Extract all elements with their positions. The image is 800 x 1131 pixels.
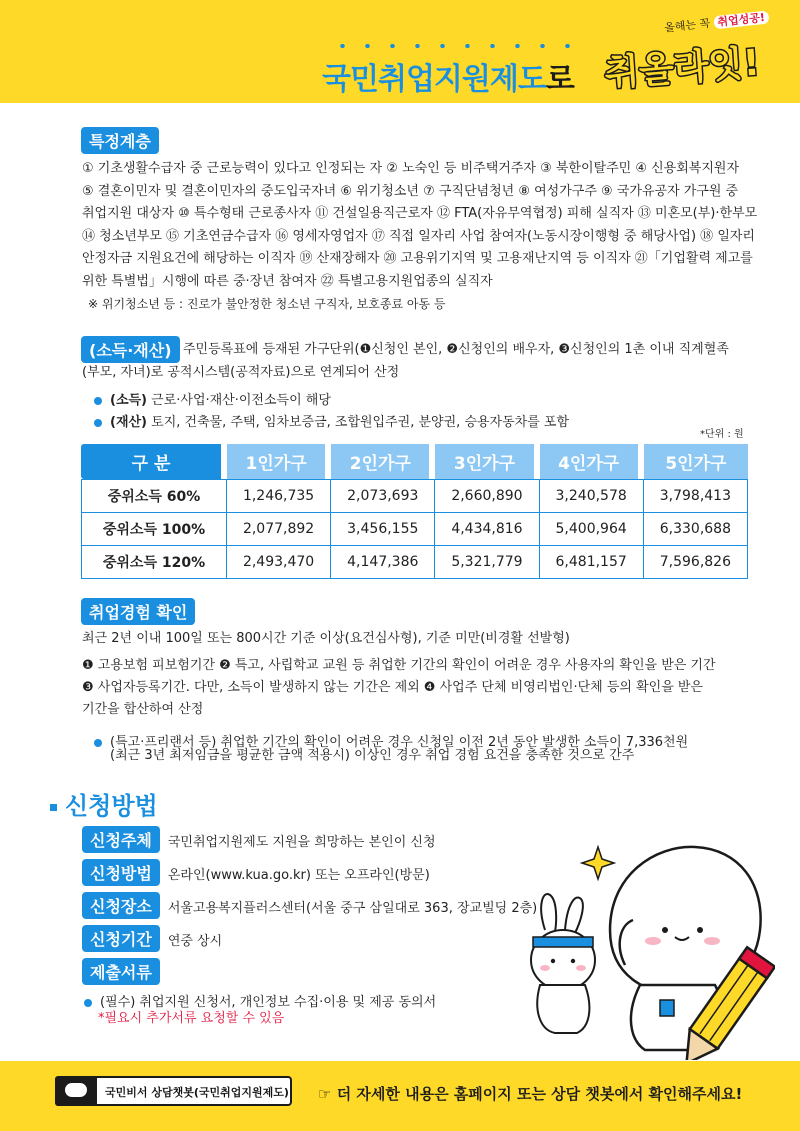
- bullet-dot: [84, 999, 92, 1007]
- table-cell: 4,434,816: [435, 513, 539, 546]
- chatbot-button[interactable]: [55, 1076, 292, 1106]
- footer-message: [318, 1083, 742, 1104]
- apply-heading: [50, 786, 158, 821]
- table-cell: 1,246,735: [227, 479, 331, 513]
- apply-text: 서울고용복지플러스센터(서울 중구 삼일대로 363, 장교빌딩 2층): [167, 901, 538, 916]
- bullet-dot: [94, 739, 102, 747]
- table-cell: 6,481,157: [540, 546, 644, 579]
- experience-tag: 취업경험 확인: [81, 598, 195, 625]
- bullet-dot: [94, 397, 102, 405]
- apply-row: [82, 925, 222, 952]
- docs-note: *필요시 추가서류 요청할 수 있음: [98, 1011, 285, 1026]
- table-cell: 6,330,688: [644, 513, 748, 546]
- table-header: 4인가구: [540, 444, 644, 479]
- table-row-label: 중위소득 100%: [81, 513, 227, 546]
- apply-tag: 신청방법: [82, 859, 160, 886]
- chat-bubble-icon: [55, 1076, 97, 1106]
- experience-line: ❶ 고용보험 피보험기간 ❷ 특고, 사립학교 교원 등 취업한 기간의 확인이 어려운 경우 사용자의 확인을 받은 기간: [82, 658, 716, 673]
- title-main: 국민취업지원제도: [322, 62, 546, 97]
- table-cell: 5,400,964: [540, 513, 644, 546]
- logo-small-text: 올해는 꼭: [663, 16, 711, 35]
- pointing-hand-icon: ☞: [318, 1085, 332, 1103]
- experience-section: [81, 598, 195, 625]
- special-group-line: ① 기초생활수급자 중 근로능력이 있다고 인정되는 자 ② 노숙인 등 비주택거주자 ③ 북한이탈주민 ④ 신용회복지원자: [82, 161, 740, 176]
- income-bullet: [94, 389, 331, 408]
- badge-icon: [660, 1000, 674, 1016]
- mascot-illustration: [515, 835, 775, 1060]
- apply-heading-text: 신청방법: [65, 792, 158, 820]
- experience-line: 최근 2년 이내 100일 또는 800시간 기준 이상(요건심사형), 기준 미만(비경활 선발형): [82, 631, 570, 646]
- table-row-label: 중위소득 120%: [81, 546, 227, 579]
- table-header: 2인가구: [331, 444, 435, 479]
- apply-text: 온라인(www.kua.go.kr) 또는 오프라인(방문): [167, 868, 430, 883]
- income-desc-line2: (부모, 자녀)로 공적시스템(공적자료)으로 연계되어 산정: [82, 365, 400, 380]
- table-row: [81, 479, 748, 513]
- docs-text: (필수) 취업지원 신청서, 개인정보 수집·이용 및 제공 동의서: [100, 995, 437, 1010]
- bullet-text: 근로·사업·재산·이전소득이 해당: [147, 393, 331, 408]
- page-title: [322, 54, 574, 98]
- special-group-list: [82, 158, 757, 293]
- experience-bullet-cont: (최근 3년 최저임금을 평균한 금액 적용시) 이상인 경우 취업 경험 요건을 충족한 것으로 간주: [110, 748, 635, 763]
- table-header: 3인가구: [435, 444, 539, 479]
- special-group-tag: 특정계층: [81, 127, 159, 154]
- apply-row: [82, 859, 430, 886]
- table-cell: 3,798,413: [644, 479, 748, 513]
- property-bullet: [94, 411, 569, 430]
- experience-line: ❸ 사업자등록기간. 다만, 소득이 발생하지 않는 기간은 제외 ❹ 사업주 단체 비영리법인·단체 등의 확인을 받은: [82, 680, 703, 695]
- experience-line: 기간을 합산하여 산정: [82, 702, 204, 717]
- logo-tagline: [663, 9, 769, 36]
- special-group-line: 취업지원 대상자 ⑩ 특수형태 근로종사자 ⑪ 건설일용직근로자 ⑫ FTA(자유무역협정) 피해 실직자 ⑬ 미혼모(부)·한부모: [82, 206, 758, 221]
- table-header: 5인가구: [644, 444, 748, 479]
- headband-icon: [533, 937, 593, 947]
- table-header: 1인가구: [227, 444, 331, 479]
- table-row: [81, 513, 748, 546]
- special-group-line: ⑭ 청소년부모 ⑮ 기초연금수급자 ⑯ 영세자영업자 ⑰ 직접 일자리 사업 참여자(노동시장이행형 중 해당사업) ⑱ 일자리: [82, 228, 755, 244]
- bullet-dot: [94, 419, 102, 427]
- apply-row: [82, 826, 436, 853]
- special-group-line: 안정자금 지원요건에 해당하는 이직자 ⑲ 산재장해자 ⑳ 고용위기지역 및 고용재난지역 등 이직자 ㉑「기업활력 제고를: [82, 251, 753, 266]
- table-cell: 7,596,826: [644, 546, 748, 579]
- table-row: [81, 546, 748, 579]
- special-group-note: ※ 위기청소년 등 : 진로가 불안정한 청소년 구직자, 보호종료 아동 등: [88, 297, 446, 311]
- bullet-bold: (재산): [110, 415, 147, 430]
- income-desc-line1: 주민등록표에 등재된 가구단위(❶신청인 본인, ❷신청인의 배우자, ❸신청인의 1촌 이내 직계혈족: [183, 342, 729, 357]
- apply-row: [82, 892, 537, 919]
- income-section: [81, 336, 180, 363]
- docs-row: [82, 958, 168, 985]
- sparkle-icon: [582, 847, 614, 879]
- table-header-row: [81, 444, 748, 479]
- table-cell: 2,073,693: [331, 479, 435, 513]
- income-tag: (소득·재산): [81, 336, 180, 363]
- table-cell: 4,147,386: [331, 546, 435, 579]
- campaign-logo: [600, 12, 770, 98]
- decorative-dots: [330, 44, 575, 48]
- logo-main-text: 취올라잇!: [602, 42, 761, 95]
- special-group-section: [81, 127, 159, 154]
- table-row-label: 중위소득 60%: [81, 479, 227, 513]
- header-banner: [0, 0, 800, 103]
- table-cell: 3,240,578: [540, 479, 644, 513]
- table-cell: 2,493,470: [227, 546, 331, 579]
- table-cell: 3,456,155: [331, 513, 435, 546]
- table-cell: 2,660,890: [435, 479, 539, 513]
- chatbot-label: 국민비서 상담챗봇(국민취업지원제도): [105, 1086, 289, 1099]
- unit-note: *단위 : 원: [700, 429, 744, 440]
- table-cell: 2,077,892: [227, 513, 331, 546]
- special-group-line: 위한 특별법」시행에 따른 중·장년 참여자 ㉒ 특별고용지원업종의 실직자: [82, 273, 493, 289]
- table-header: 구 분: [81, 444, 227, 479]
- footer-message-text: 더 자세한 내용은 홈페이지 또는 상담 챗봇에서 확인해주세요!: [336, 1085, 743, 1103]
- square-bullet-icon: [50, 804, 57, 811]
- bullet-text: 토지, 건축물, 주택, 임차보증금, 조합원입주권, 분양권, 승용자동차를 포함: [147, 415, 570, 430]
- title-suffix: 로: [545, 62, 574, 97]
- median-income-table: [81, 444, 748, 579]
- rabbit-character: [531, 894, 595, 1033]
- apply-tag: 신청주체: [82, 826, 160, 853]
- logo-badge: 취업성공!: [713, 11, 770, 30]
- bullet-text: (특고·프리랜서 등) 취업한 기간의 확인이 어려운 경우 신청일 이전 2년 동안 발생한 소득이 7,336천원: [110, 735, 689, 750]
- special-group-line: ⑤ 결혼이민자 및 결혼이민자의 중도입국자녀 ⑥ 위기청소년 ⑦ 구직단념청년 ⑧ 여성가구주 ⑨ 국가유공자 가구원 중: [82, 183, 739, 199]
- apply-text: 연중 상시: [167, 934, 223, 949]
- apply-text: 국민취업지원제도 지원을 희망하는 본인이 신청: [167, 835, 436, 850]
- apply-tag: 신청기간: [82, 925, 160, 952]
- table-cell: 5,321,779: [435, 546, 539, 579]
- apply-tag: 신청장소: [82, 892, 160, 919]
- bullet-bold: (소득): [110, 393, 147, 408]
- docs-tag: 제출서류: [82, 958, 160, 985]
